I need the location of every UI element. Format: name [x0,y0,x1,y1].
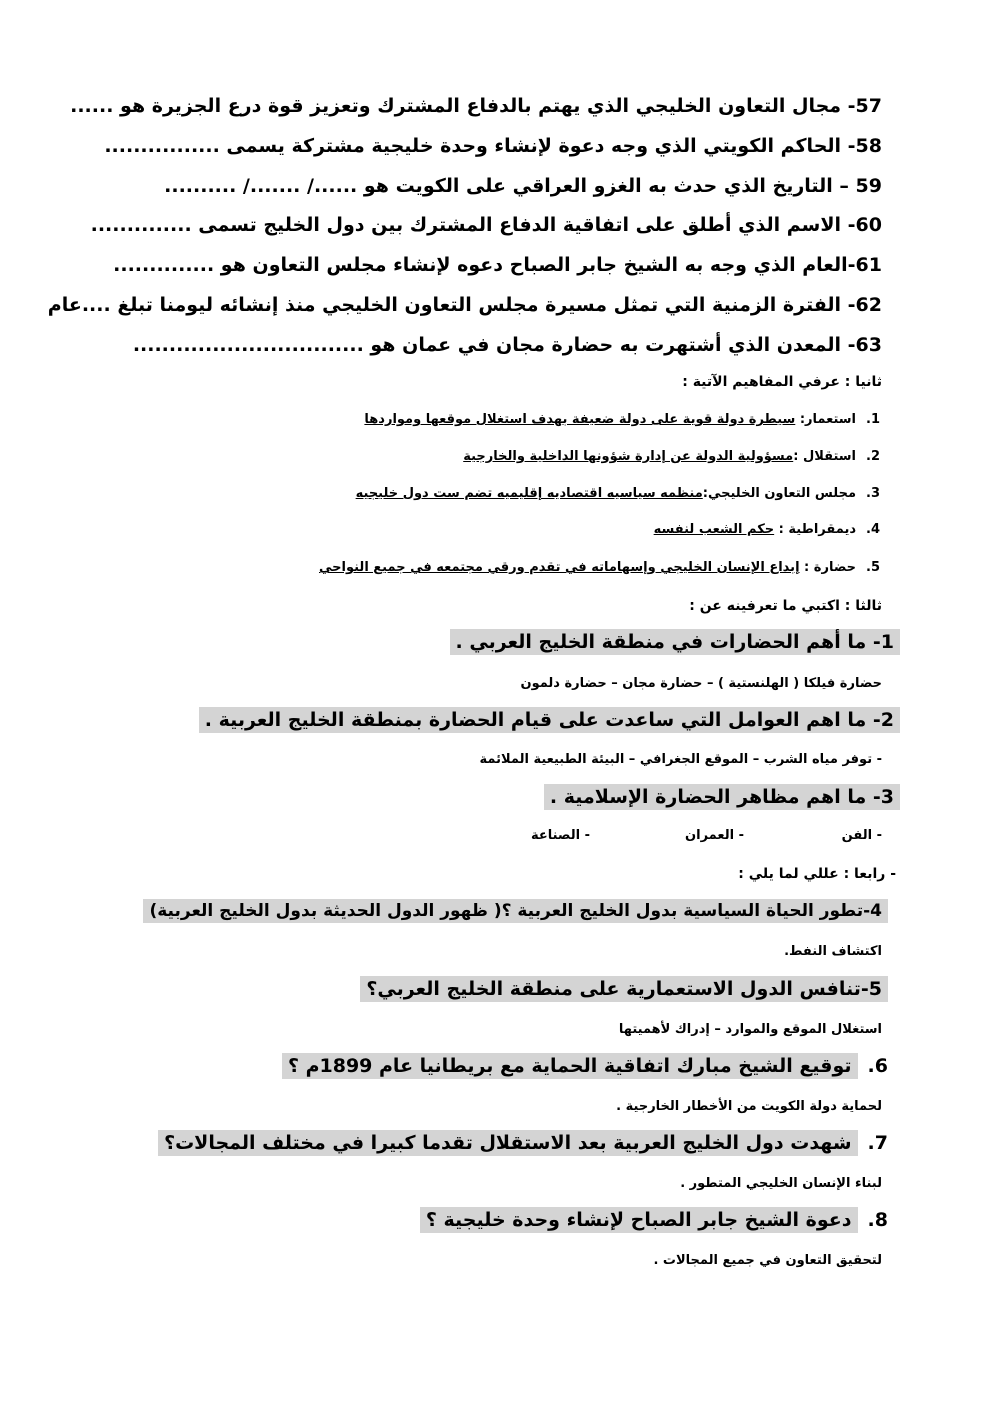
answer-3-item: - الفن [841,828,882,843]
item-number: 2. [866,449,880,464]
question-58: 58- الحاكم الكويتي الذي وجه دعوة لإنشاء وحدة خليجية مشتركة يسمى ................ [104,135,882,157]
definition-text: سيطرة دولة قوية على دولة ضعيفة بهدف استغلال موقعها ومواردها [364,412,796,427]
question-59: 59 – التاريخ الذي حدث به الغزو العراقي على الكويت هو ....../ ......./ .......... [164,175,882,197]
definition-term: استعمار: [795,412,856,427]
answer-2: - توفر مياه الشرب – الموقع الجغرافي – البيئة الطبيعية الملائمة [479,752,882,767]
question-6-text: توقيع الشيخ مبارك اتفاقية الحماية مع بريطانيا عام 1899م ؟ [282,1053,858,1079]
question-63: 63- المعدن الذي أشتهرت به حضارة مجان في عمان هو ................................ [132,334,882,356]
item-number: 8. [867,1209,888,1231]
question-3-text: 3- ما اهم مظاهر الحضارة الإسلامية . [544,784,900,810]
question-5-text: 5-تنافس الدول الاستعمارية على منطقة الخليج العربي؟ [360,976,888,1002]
question-7 [158,1130,888,1156]
answer-3-item: - الصناعة [530,828,590,843]
item-number: 7. [867,1132,888,1154]
definition-item [356,486,880,501]
answer-4: اكتشاف النفط. [784,944,882,959]
item-number: 6. [867,1055,888,1077]
definition-text: مسؤولية الدولة عن إدارة شؤونها الداخلية والخارجية [463,449,794,464]
question-60: 60- الاسم الذي أطلق على اتفاقية الدفاع المشترك بين دول الخليج تسمى .............. [90,214,882,236]
answer-1: حضارة فيلكا ( الهلنستية ) – حضارة مجان – حضارة دلمون [520,676,882,691]
question-61: 61-العام الذي وجه به الشيخ جابر الصباح دعوه لإنشاء مجلس التعاون هو .............. [113,254,882,276]
question-8 [420,1207,888,1233]
question-6 [282,1053,888,1079]
question-5 [360,976,888,1002]
answer-8: لتحقيق التعاون في جميع المجالات . [653,1253,882,1268]
section-4-title: - رابعا : عللي لما يلي : [738,866,896,882]
item-number: 1. [866,412,880,427]
answer-3-item: - العمران [685,828,744,843]
answer-6: لحماية دولة الكويت من الأخطار الخارجية . [616,1099,882,1114]
question-62: 62- الفترة الزمنية التي تمثل مسيرة مجلس التعاون الخليجي منذ إنشائه ليومنا تبلغ ....عام [47,294,882,316]
definition-text: إبداع الإنسان الخليجي وإسهاماته في تقدم ورقي مجتمعه في جميع النواحي [319,560,800,575]
definition-item [364,412,880,427]
definition-term: ديمقراطية : [774,522,856,537]
definition-text: منظمه سياسيه اقتصاديه إقليميه تضم ست دول خليجيه [355,486,703,501]
question-3 [544,784,900,810]
answer-5: استغلال الموقع والموارد – إدراك لأهميتها [618,1022,882,1037]
question-4 [143,899,888,923]
section-2-title: ثانيا : عرفي المفاهيم الآتية : [682,374,882,390]
question-1 [450,629,900,655]
question-1-text: 1- ما أهم الحضارات في منطقة الخليج العربي . [450,629,900,655]
item-number: 4. [866,522,880,537]
definition-text: حكم الشعب لنفسه [653,522,775,537]
question-4-text: 4-تطور الحياة السياسية بدول الخليج العربية ؟( ظهور الدول الحديثة بدول الخليج العربية) [143,899,888,923]
question-7-text: شهدت دول الخليج العربية بعد الاستقلال تقدما كبيرا في مختلف المجالات؟ [158,1130,857,1156]
question-2 [199,707,900,733]
definition-item [654,522,880,537]
item-number: 5. [866,560,880,575]
question-8-text: دعوة الشيخ جابر الصباح لإنشاء وحدة خليجية ؟ [420,1207,858,1233]
definition-item [463,449,880,464]
definition-term: حضارة : [799,560,856,575]
section-3-title: ثالثا : اكتبي ما تعرفينه عن : [689,598,882,614]
question-57: 57- مجال التعاون الخليجي الذي يهتم بالدفاع المشترك وتعزيز قوة درع الجزيرة هو ...... [70,95,882,117]
definition-item [319,560,880,575]
definition-term: استقلال : [793,449,856,464]
definition-term: مجلس التعاون الخليجي: [702,486,856,501]
item-number: 3. [866,486,880,501]
question-2-text: 2- ما اهم العوامل التي ساعدت على قيام الحضارة بمنطقة الخليج العربية . [199,707,900,733]
answer-7: لبناء الإنسان الخليجي المتطور . [680,1176,882,1191]
